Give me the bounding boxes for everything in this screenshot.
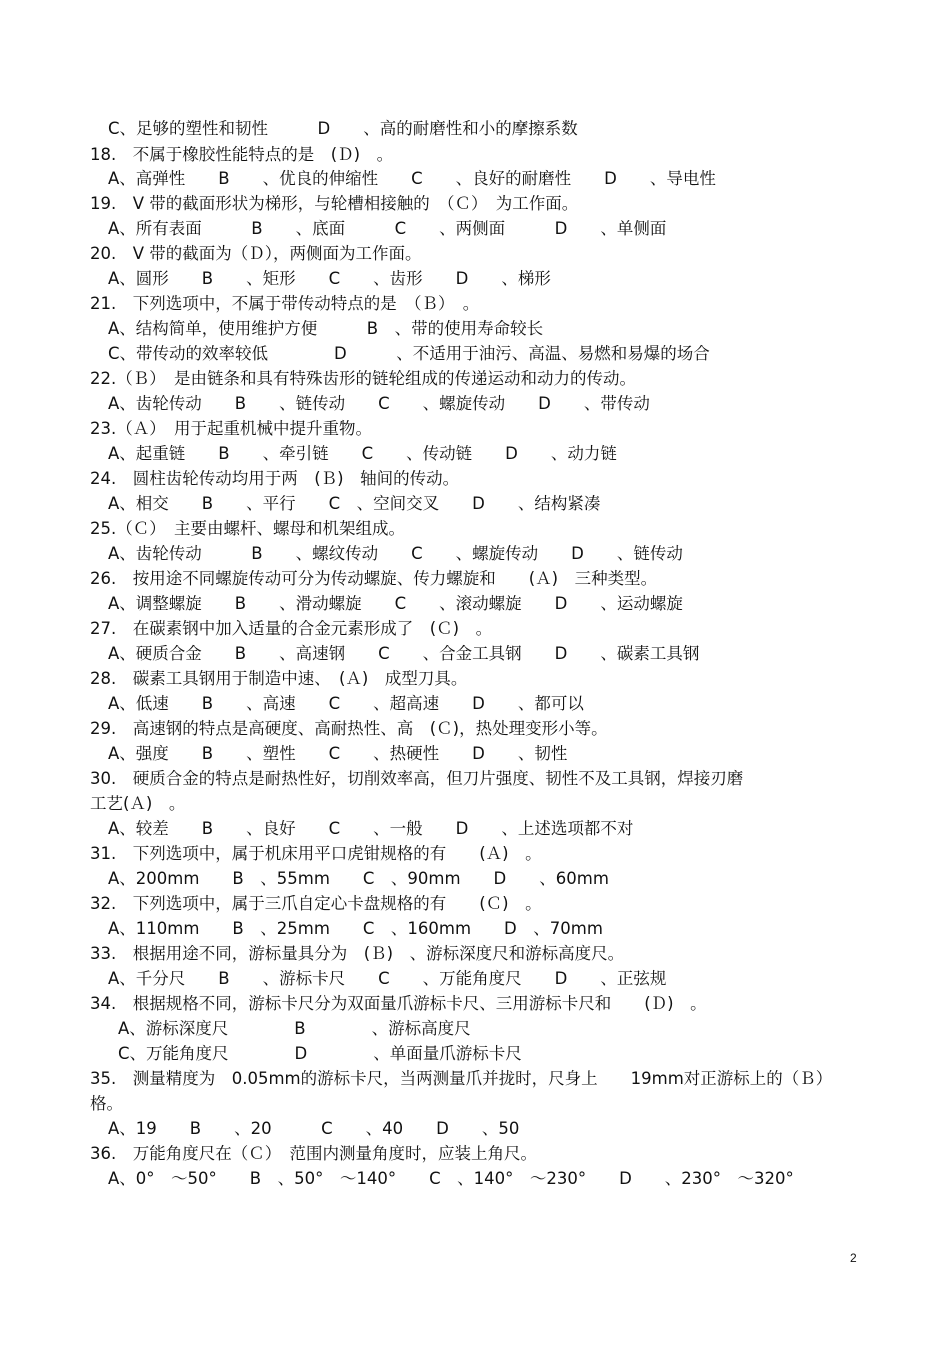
options-24: A、相交 B 、平行 C 、空间交叉 D 、结构紧凑	[108, 494, 601, 513]
page-number: 2	[850, 1251, 857, 1265]
options-32: A、110mm B 、25mm C 、160mm D 、70mm	[108, 919, 603, 938]
question-27: 27. 在碳素钢中加入适量的合金元素形成了 (Ｃ) 。	[90, 619, 493, 638]
question-35: 35. 测量精度为 0.05mm的游标卡尺，当两测量爪并拢时，尺身上 19mm对正游标上的（Ｂ）	[90, 1069, 833, 1088]
question-30: 30. 硬质合金的特点是耐热性好，切削效率高，但刀片强度、韧性不及工具钢，焊接刃磨	[90, 769, 744, 788]
question-21: 21. 下列选项中，不属于带传动特点的是 （Ｂ） 。	[90, 294, 480, 313]
question-24: 24. 圆柱齿轮传动均用于两 (Ｂ) 轴间的传动。	[90, 469, 460, 488]
question-26: 26. 按用途不同螺旋传动可分为传动螺旋、传力螺旋和 (Ａ) 三种类型。	[90, 569, 658, 588]
options-34-ab: A、游标深度尺 B 、游标高度尺	[118, 1019, 471, 1038]
question-29: 29. 高速钢的特点是高硬度、高耐热性、高 (Ｃ)，热处理变形小等。	[90, 719, 608, 738]
options-21-ab: A、结构简单，使用维护方便 B 、带的使用寿命较长	[108, 319, 544, 338]
options-34-cd: C、万能角度尺 D 、单面量爪游标卡尺	[118, 1044, 522, 1063]
question-18: 18. 不属于橡胶性能特点的是 (Ｄ) 。	[90, 145, 394, 164]
options-33: A、千分尺 B 、游标卡尺 C 、万能角度尺 D 、正弦规	[108, 969, 667, 988]
question-22: 22.（Ｂ） 是由链条和具有特殊齿形的链轮组成的传递运动和动力的传动。	[90, 369, 636, 388]
options-29: A、强度 B 、塑性 C 、热硬性 D 、韧性	[108, 744, 568, 763]
question-35-cont: 格。	[90, 1094, 123, 1113]
options-25: A、齿轮传动 B 、螺纹传动 C 、螺旋传动 D 、链传动	[108, 544, 683, 563]
option-line-17: C、足够的塑性和韧性 D 、高的耐磨性和小的摩擦系数	[108, 119, 578, 138]
question-19: 19. V 带的截面形状为梯形，与轮槽相接触的 （Ｃ） 为工作面。	[90, 194, 579, 213]
options-27: A、硬质合金 B 、高速钢 C 、合金工具钢 D 、碳素工具钢	[108, 644, 700, 663]
options-23: A、起重链 B 、牵引链 C 、传动链 D 、动力链	[108, 444, 617, 463]
options-19: A、所有表面 B 、底面 C 、两侧面 D 、单侧面	[108, 219, 667, 238]
question-25: 25.（Ｃ） 主要由螺杆、螺母和机架组成。	[90, 519, 405, 538]
options-35: A、19 B 、20 C 、40 D 、50	[108, 1119, 520, 1138]
options-36: A、0° ～50° B 、50° ～140° C 、140° ～230° D 、230° ～320°	[108, 1169, 794, 1188]
options-28: A、低速 B 、高速 C 、超高速 D 、都可以	[108, 694, 584, 713]
question-32: 32. 下列选项中，属于三爪自定心卡盘规格的有 (Ｃ) 。	[90, 894, 542, 913]
options-22: A、齿轮传动 B 、链传动 C 、螺旋传动 D 、带传动	[108, 394, 650, 413]
question-23: 23.（Ａ） 用于起重机械中提升重物。	[90, 419, 372, 438]
options-18: A、高弹性 B 、优良的伸缩性 C 、良好的耐磨性 D 、导电性	[108, 169, 716, 188]
options-26: A、调整螺旋 B 、滑动螺旋 C 、滚动螺旋 D 、运动螺旋	[108, 594, 683, 613]
options-21-cd: C、带传动的效率较低 D 、不适用于油污、高温、易燃和易爆的场合	[108, 344, 710, 363]
question-33: 33. 根据用途不同，游标量具分为 (Ｂ) 、游标深度尺和游标高度尺。	[90, 944, 625, 963]
question-30-cont: 工艺(Ａ) 。	[90, 794, 186, 813]
question-31: 31. 下列选项中，属于机床用平口虎钳规格的有 (Ａ) 。	[90, 844, 542, 863]
question-20: 20. V 带的截面为（Ｄ），两侧面为工作面。	[90, 244, 422, 263]
options-20: A、圆形 B 、矩形 C 、齿形 D 、梯形	[108, 269, 551, 288]
options-30: A、较差 B 、良好 C 、一般 D 、上述选项都不对	[108, 819, 634, 838]
question-28: 28. 碳素工具钢用于制造中速、 (Ａ) 成型刀具。	[90, 669, 468, 688]
options-31: A、200mm B 、55mm C 、90mm D 、60mm	[108, 869, 609, 888]
question-36: 36. 万能角度尺在（Ｃ） 范围内测量角度时，应装上角尺。	[90, 1144, 537, 1163]
question-34: 34. 根据规格不同，游标卡尺分为双面量爪游标卡尺、三用游标卡尺和 (Ｄ) 。	[90, 994, 707, 1013]
